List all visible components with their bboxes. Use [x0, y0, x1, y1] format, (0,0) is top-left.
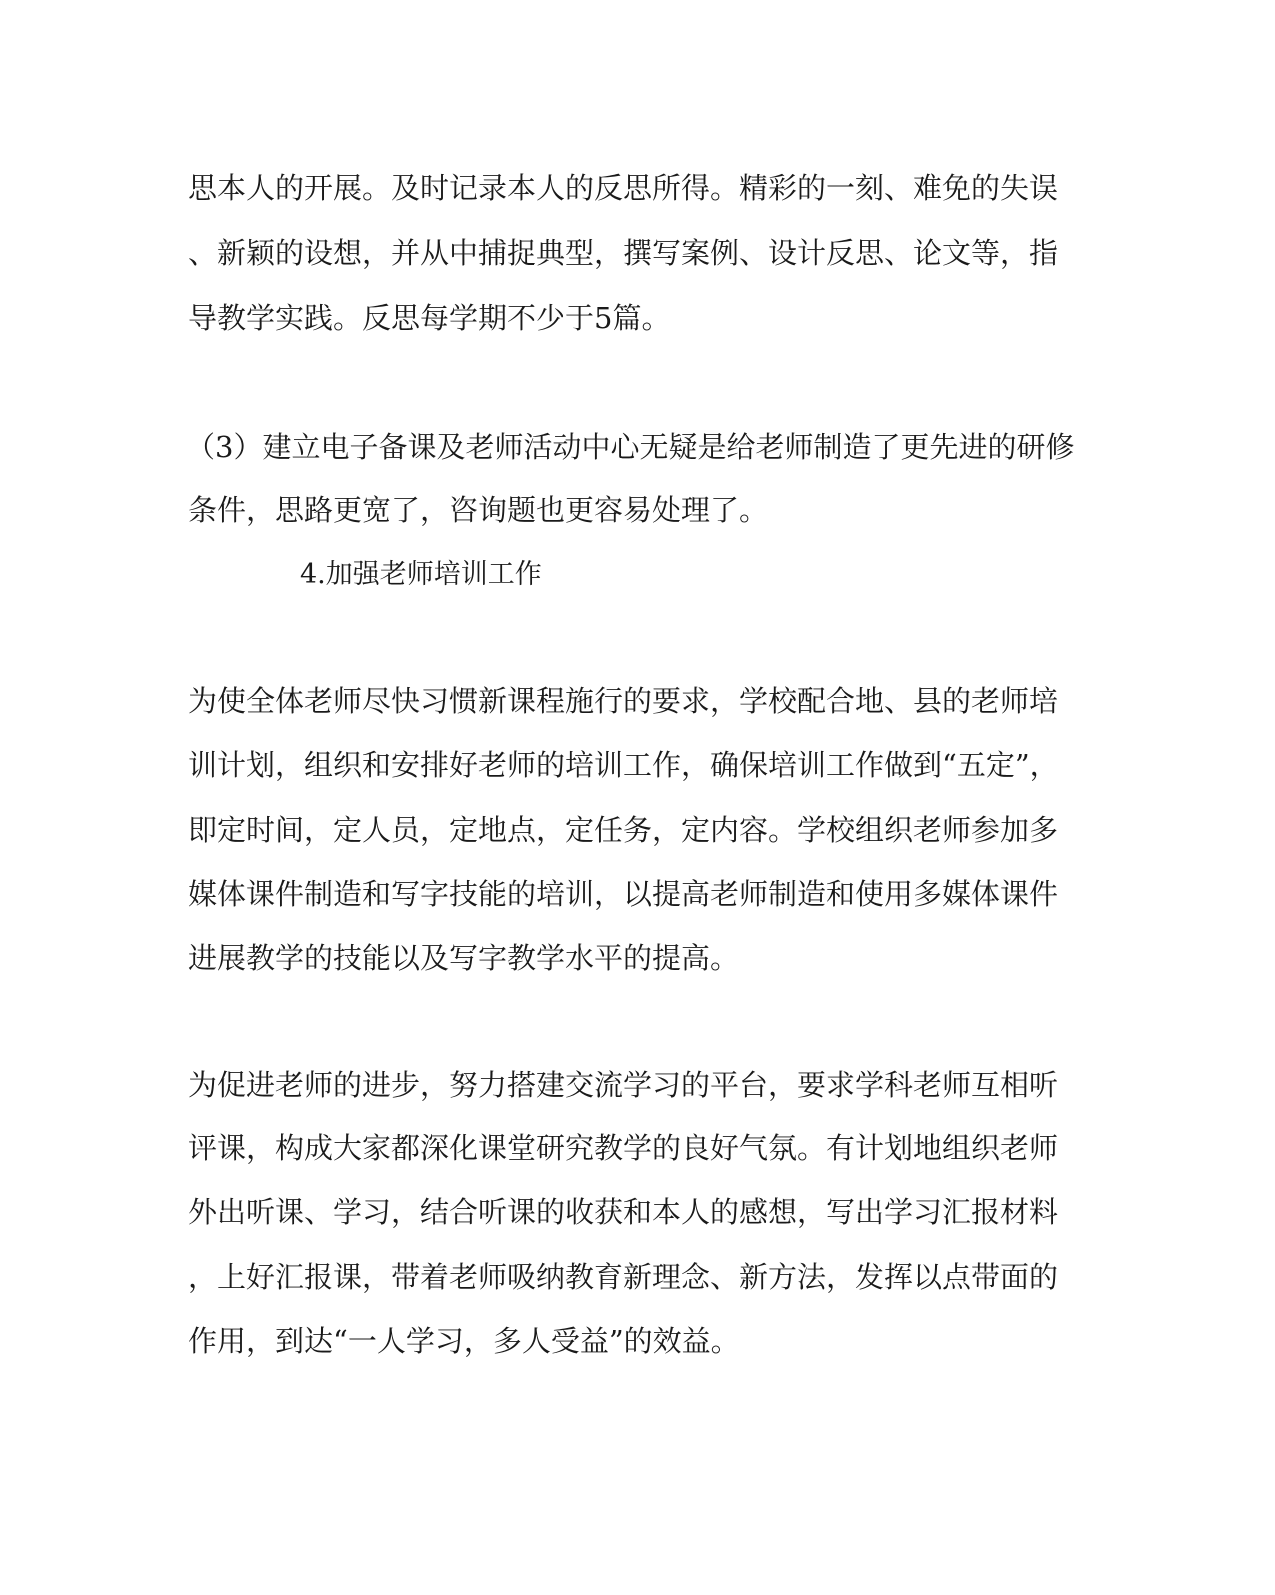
text-line: 、新颖的设想，并从中捕捉典型，撰写案例、设计反思、论文等，指: [188, 236, 1059, 270]
text-line: 外出听课、学习，结合听课的收获和本人的感想，写出学习汇报材料: [188, 1195, 1059, 1229]
text-line: 导教学实践。反思每学期不少于5篇。: [188, 301, 671, 335]
text-line: 条件，思路更宽了，咨询题也更容易处理了。: [188, 493, 769, 527]
text-line: 媒体课件制造和写字技能的培训，以提高老师制造和使用多媒体课件: [188, 877, 1059, 911]
text-line: 评课，构成大家都深化课堂研究教学的良好气氛。有计划地组织老师: [188, 1131, 1059, 1165]
text-line: 作用，到达“一人学习，多人受益”的效益。: [188, 1324, 740, 1358]
text-line: 进展教学的技能以及写字教学水平的提高。: [188, 941, 740, 975]
text-line: （3）建立电子备课及老师活动中心无疑是给老师制造了更先进的研修: [186, 430, 1075, 464]
text-line: 为使全体老师尽快习惯新课程施行的要求，学校配合地、县的老师培: [188, 684, 1059, 718]
text-line: ，上好汇报课，带着老师吸纳教育新理念、新方法，发挥以点带面的: [188, 1260, 1059, 1294]
text-line: 即定时间，定人员，定地点，定任务，定内容。学校组织老师参加多: [188, 813, 1059, 847]
section-heading: 4.加强老师培训工作: [300, 559, 542, 590]
text-line: 为促进老师的进步，努力搭建交流学习的平台，要求学科老师互相听: [188, 1068, 1059, 1102]
text-line: 训计划，组织和安排好老师的培训工作，确保培训工作做到“五定”，: [188, 748, 1059, 782]
text-line: 思本人的开展。及时记录本人的反思所得。精彩的一刻、难免的失误: [188, 171, 1059, 205]
